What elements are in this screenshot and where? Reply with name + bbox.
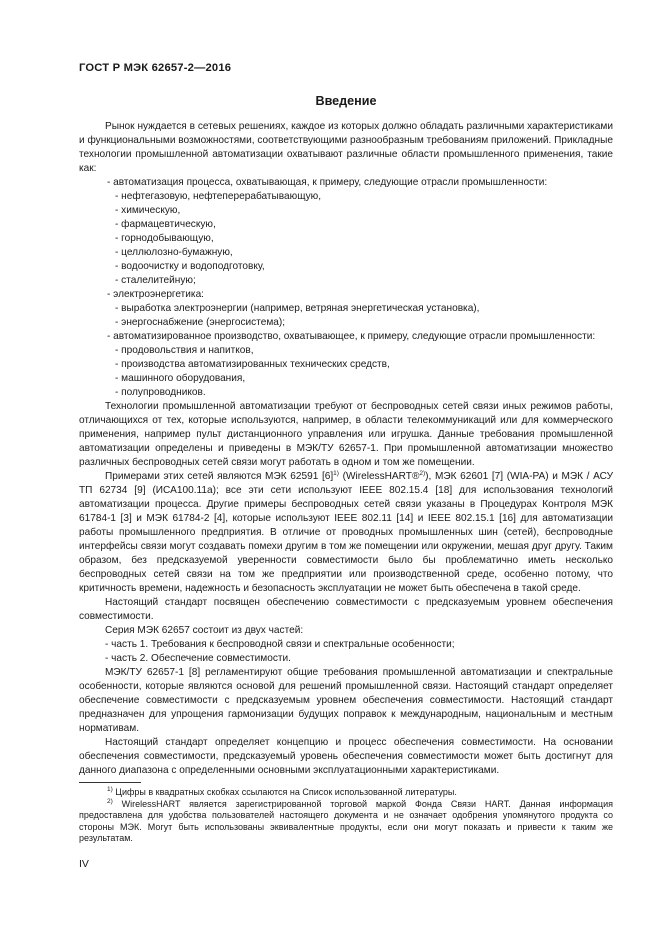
- footnote-divider: [79, 782, 141, 783]
- concept-paragraph: Настоящий стандарт определяет концепцию и процесс обеспечения совместимости. На основании обеспечения совместимости, предсказуемый уровень обеспечения совместимости может быть достигнут для данного диапазона с определенными основными эксплуатационными характеристиками.: [79, 737, 613, 776]
- list-subitem: - нефтегазовую, нефтеперерабатывающую,: [115, 191, 322, 202]
- section-title: Введение: [315, 94, 377, 108]
- list-subitem: - продовольствия и напитков,: [115, 345, 254, 356]
- list-subitem: - полупроводников.: [115, 387, 206, 398]
- footnote-1: [79, 787, 613, 799]
- list-subitem: - водоочистку и водоподготовку,: [115, 261, 265, 272]
- list-item-energy: - электроэнергетика:: [107, 289, 204, 300]
- page-number: IV: [79, 858, 89, 870]
- footnote-ref-1: 1): [333, 470, 339, 477]
- list-subitem: - целлюлозно-бумажную,: [115, 247, 233, 258]
- list-item-manufacturing: - автоматизированное производство, охватывающее, к примеру, следующие отрасли промышленности:: [107, 331, 596, 342]
- scope-paragraph: Настоящий стандарт посвящен обеспечению совместимости с предсказуемым уровнем обеспечения совместимости.: [79, 597, 613, 622]
- list-subitem: - горнодобывающую,: [115, 233, 214, 244]
- footnote-2: [79, 799, 613, 845]
- examples-text-b: (WirelessHART®: [338, 471, 420, 482]
- examples-text-c: ), МЭК 62601 [7] (WIA-PA) и МЭК / АСУ ТП 62734 [9] (ИСА100.11а); все эти сети используют IEEE 802.15.4 [18] для использования технологий автоматизации процесса. Другие примеры беспроводных сетей связи указаны в Процедурах Контроля МЭК 61784-1 [3] и МЭК 61784-2 [4], которые используют IEEE 802.11 [14] и IEEE 802.15.1 [16] для автоматизации работы промышленного предприятия. В отличие от проводных промышленных шин (сетей), беспроводные интерфейсы связи могут создавать помехи другим в том же помещении или окружении, мешая друг другу. Таким образом, без предсказуемой уверенности совместимости было бы проблематично иметь несколько беспроводных сетей связи на том же предприятии или производственной среде, особенно потому, что критичность времени, надежность и безопасность эксплуатации не может быть обеспечена в такой среде.: [79, 471, 613, 594]
- footnote-mark: 1): [107, 786, 113, 793]
- technology-paragraph: Технологии промышленной автоматизации требуют от беспроводных сетей связи иных режимов работы, отличающихся от тех, которые используются, например, в области телекоммуникаций или для коммерческого применения, например пульт дистанционного управления или игрушка. Данные требования промышленной автоматизации определены и приведены в МЭК/ТУ 62657-1. При промышленной автоматизации множество различных беспроводных сетей связи могут работать в одном и том же помещении.: [79, 401, 613, 468]
- footnote-text: Цифры в квадратных скобках ссылаются на Список использованной литературы.: [112, 787, 457, 797]
- body-text: [79, 120, 613, 845]
- part-list-item: - часть 2. Обеспечение совместимости.: [105, 653, 291, 664]
- examples-text-a: Примерами этих сетей являются МЭК 62591 [6]: [105, 471, 334, 482]
- list-subitem: - производства автоматизированных технических средств,: [115, 359, 390, 370]
- list-subitem: - сталелитейную;: [115, 275, 196, 286]
- list-subitem: - химическую,: [115, 205, 181, 216]
- footnote-mark: 2): [107, 797, 113, 805]
- intro-paragraph: Рынок нуждается в сетевых решениях, каждое из которых должно обладать различными характеристиками и функциональными возможностями, соответствующими разнообразным требованиям приложений. Прикладные технологии промышленной автоматизации охватывают различные области промышленного применения, такие как:: [79, 121, 613, 174]
- series-paragraph: Серия МЭК 62657 состоит из двух частей:: [105, 625, 304, 636]
- list-item-process: - автоматизация процесса, охватывающая, к примеру, следующие отрасли промышленности:: [107, 177, 548, 188]
- list-subitem: - энергоснабжение (энергосистема);: [115, 317, 286, 328]
- examples-paragraph: [79, 470, 613, 596]
- list-subitem: - машинного оборудования,: [115, 373, 246, 384]
- footnote-text: WirelessHART является зарегистрированной торговой маркой Фонда Связи HART. Данная информация предоставлена для удобства пользователей настоящего документа и не означает одобрения упомянутого продукта со стороны МЭК. Могут быть использованы эквивалентные продукты, если они могут показать и привести к таким же результатам.: [79, 798, 613, 843]
- footnote-ref-2: 2): [419, 470, 426, 477]
- list-subitem: - фармацевтическую,: [115, 219, 216, 230]
- part-list-item: - часть 1. Требования к беспроводной связи и спектральные особенности;: [105, 639, 455, 650]
- list-subitem: - выработка электроэнергии (например, ветряная энергетическая установка),: [115, 303, 480, 314]
- part1-paragraph: МЭК/ТУ 62657-1 [8] регламентируют общие требования промышленной автоматизации и спектральные особенности, которые являются основой для решений промышленной связи. Настоящий стандарт определяет обеспечение совместимости с предсказуемым уровнем обеспечения совместимости. Настоящий стандарт предназначен для упрощения гармонизации будущих поправок к международным, национальным и местным нормативам.: [79, 667, 613, 734]
- document-header: ГОСТ Р МЭК 62657-2—2016: [79, 62, 232, 74]
